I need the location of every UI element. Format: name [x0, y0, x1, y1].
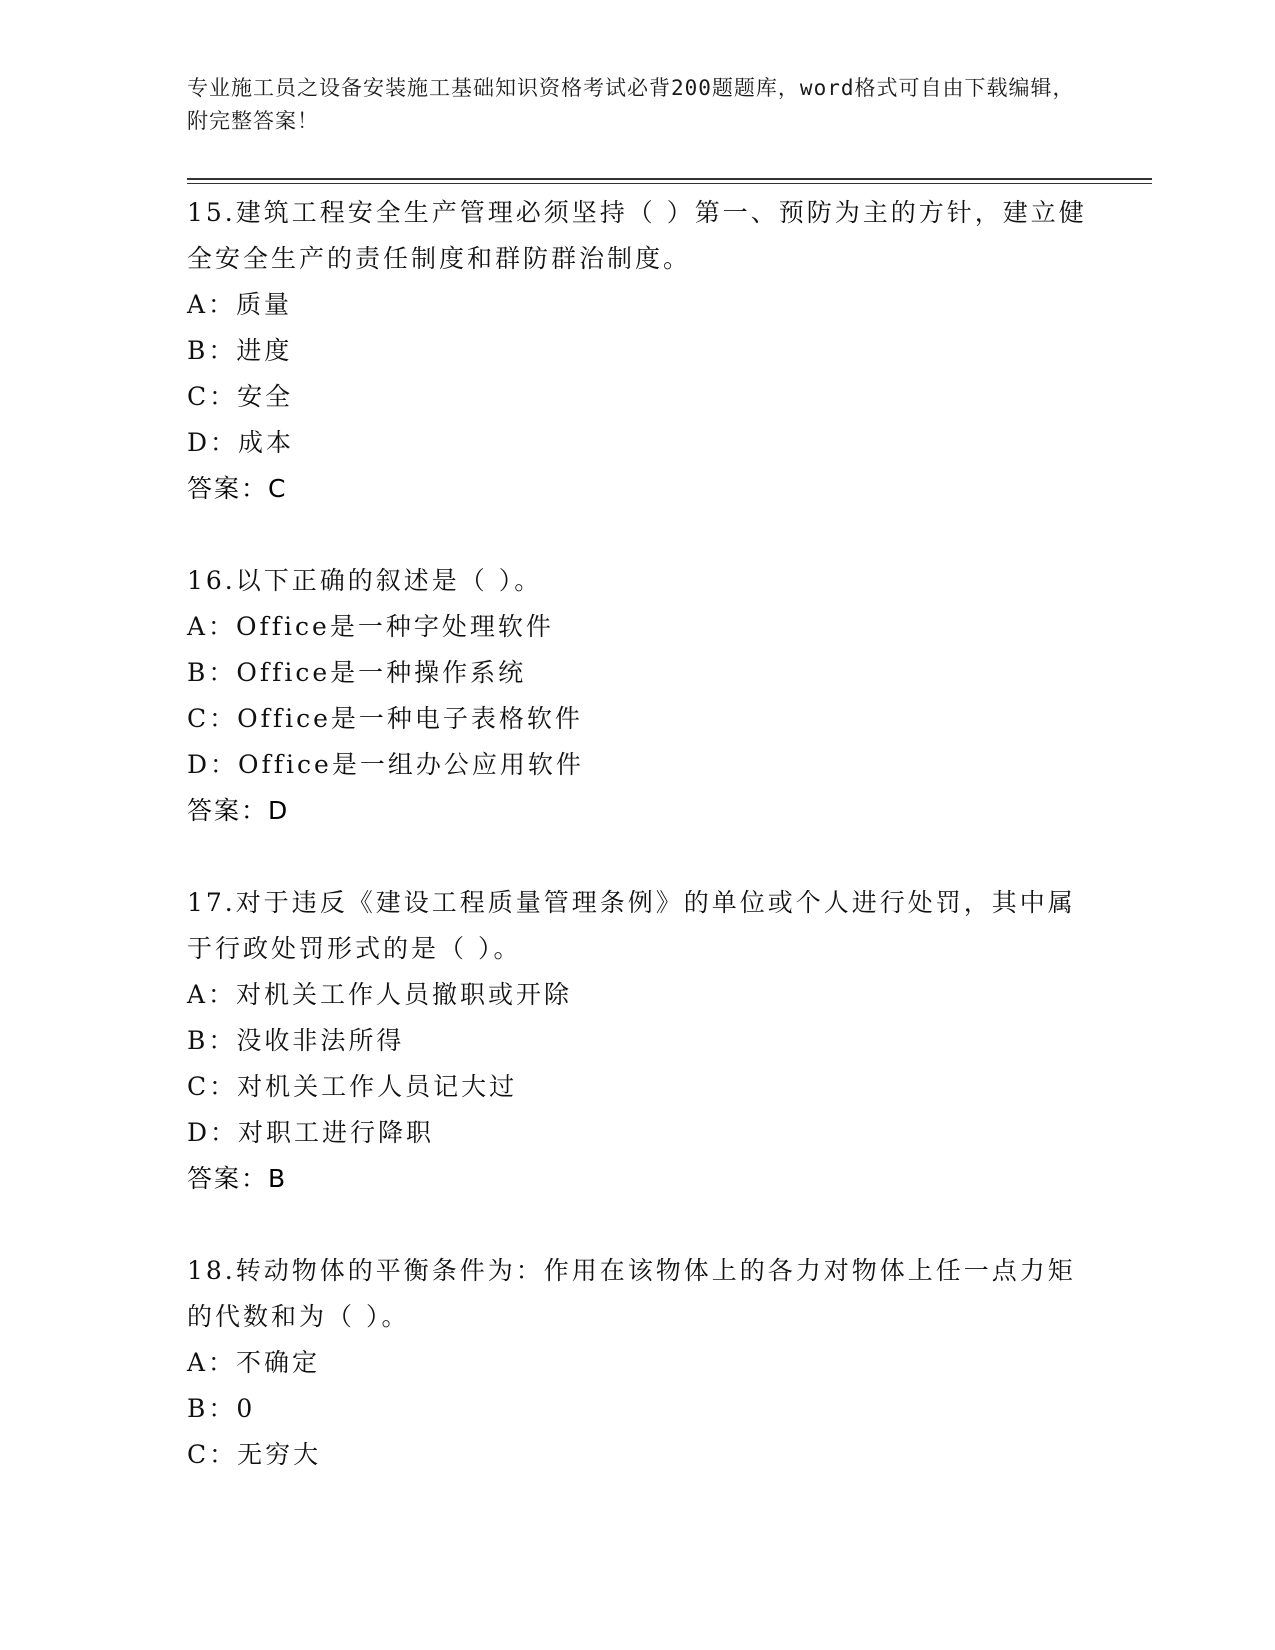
- question-17: [187, 880, 1087, 1202]
- question-16: [187, 558, 1087, 834]
- question-15: [187, 190, 1087, 512]
- option-c: C：无穷大: [187, 1440, 322, 1469]
- option-b: B：0: [187, 1394, 256, 1423]
- question-18: [187, 1248, 1087, 1478]
- option-b: B：没收非法所得: [187, 1026, 405, 1055]
- option-c: C：Office是一种电子表格软件: [187, 704, 583, 733]
- question-stem: 17.对于违反《建设工程质量管理条例》的单位或个人进行处罚，其中属于行政处罚形式的是（ ）。: [187, 888, 1076, 963]
- question-stem: 16.以下正确的叙述是（ ）。: [187, 566, 543, 595]
- option-b: B：Office是一种操作系统: [187, 658, 527, 687]
- option-d: D：对职工进行降职: [187, 1118, 435, 1147]
- option-a: A：对机关工作人员撤职或开除: [187, 980, 573, 1009]
- option-a: A：质量: [187, 290, 293, 319]
- option-c: C：安全: [187, 382, 294, 411]
- document-header: 专业施工员之设备安装施工基础知识资格考试必背200题题库，word格式可自由下载编辑，附完整答案！: [187, 76, 1075, 133]
- question-stem: 18.转动物体的平衡条件为：作用在该物体上的各力对物体上任一点力矩的代数和为（ ）。: [187, 1256, 1076, 1331]
- option-b: B：进度: [187, 336, 293, 365]
- question-stem: 15.建筑工程安全生产管理必须坚持（ ）第一、预防为主的方针，建立健全安全生产的责任制度和群防群治制度。: [187, 198, 1087, 273]
- option-a: A：Office是一种字处理软件: [187, 612, 554, 641]
- option-d: D：成本: [187, 428, 295, 457]
- option-c: C：对机关工作人员记大过: [187, 1072, 518, 1101]
- header-divider-thin: [187, 183, 1152, 184]
- option-a: A：不确定: [187, 1348, 321, 1377]
- answer: 答案：B: [187, 1164, 288, 1193]
- header-divider: [187, 178, 1152, 180]
- answer: 答案：C: [187, 474, 288, 503]
- option-d: D：Office是一组办公应用软件: [187, 750, 584, 779]
- answer: 答案：D: [187, 796, 290, 825]
- question-list: [187, 190, 1087, 1478]
